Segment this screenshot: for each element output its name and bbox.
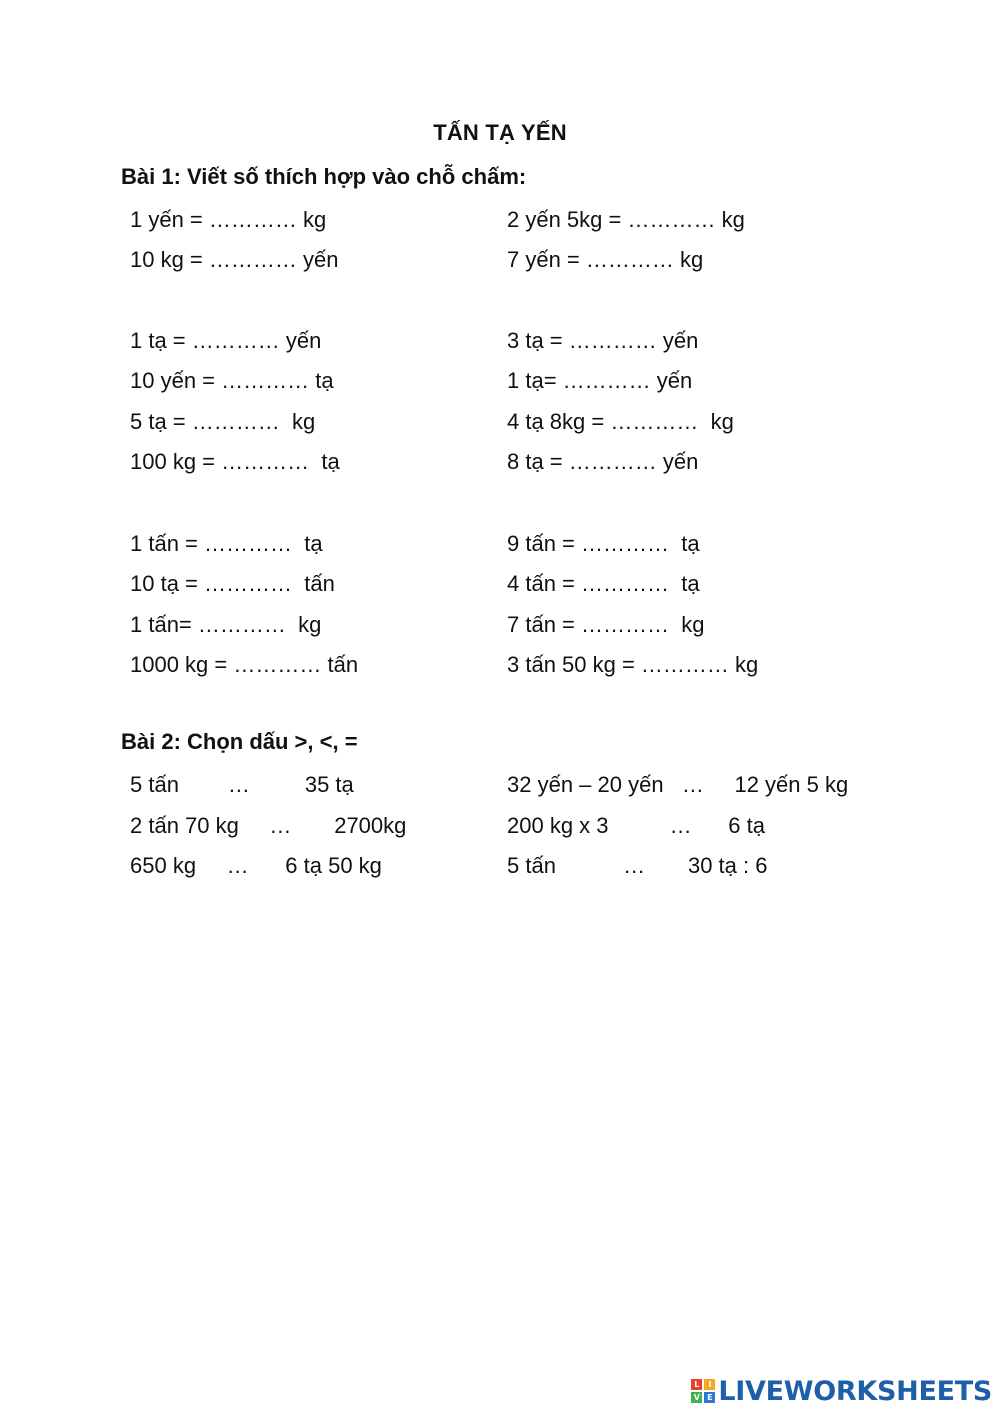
exercise-2-item: 32 yến – 20 yến … 12 yến 5 kg <box>507 772 849 797</box>
exercise-1-item: 8 tạ = ………… yến <box>507 449 699 474</box>
logo-blocks-icon <box>691 1379 715 1403</box>
logo-block-v: V <box>691 1392 702 1403</box>
exercise-1-item: 1000 kg = ………… tấn <box>130 652 359 677</box>
exercise-2-item: 5 tấn … 35 tạ <box>130 772 354 797</box>
exercise-1-item: 1 tấn= ………… kg <box>130 612 322 637</box>
exercise-1-item: 10 tạ = ………… tấn <box>130 571 335 596</box>
exercise-1-item: 4 tấn = ………… tạ <box>507 571 700 596</box>
exercise-1-item: 7 yến = ………… kg <box>507 247 704 272</box>
exercise-1-item: 3 tạ = ………… yến <box>507 328 699 353</box>
logo-block-l: L <box>691 1379 702 1390</box>
exercise-1-heading: Bài 1: Viết số thích hợp vào chỗ chấm: <box>121 164 527 189</box>
worksheet-title: TẤN TẠ YẾN <box>433 120 567 145</box>
exercise-1-item: 1 tấn = ………… tạ <box>130 531 323 556</box>
exercise-1-item: 5 tạ = ………… kg <box>130 409 316 434</box>
logo-block-i: I <box>704 1379 715 1390</box>
exercise-1-item: 4 tạ 8kg = ………… kg <box>507 409 734 434</box>
exercise-2-item: 2 tấn 70 kg … 2700kg <box>130 813 407 838</box>
exercise-1-item: 1 yến = ………… kg <box>130 207 327 232</box>
exercise-1-item: 2 yến 5kg = ………… kg <box>507 207 745 232</box>
exercise-1-item: 3 tấn 50 kg = ………… kg <box>507 652 759 677</box>
exercise-2-item: 650 kg … 6 tạ 50 kg <box>130 853 382 878</box>
exercise-1-item: 10 yến = ………… tạ <box>130 368 334 393</box>
logo-block-e: E <box>704 1392 715 1403</box>
exercise-2-heading: Bài 2: Chọn dấu >, <, = <box>121 729 358 754</box>
exercise-1-item: 1 tạ= ………… yến <box>507 368 693 393</box>
exercise-2-item: 200 kg x 3 … 6 tạ <box>507 813 766 838</box>
liveworksheets-logo[interactable] <box>691 1375 992 1407</box>
logo-text: LIVEWORKSHEETS <box>718 1375 992 1407</box>
exercise-1-item: 10 kg = ………… yến <box>130 247 339 272</box>
exercise-1-item: 100 kg = ………… tạ <box>130 449 340 474</box>
exercise-1-item: 1 tạ = ………… yến <box>130 328 322 353</box>
exercise-1-item: 9 tấn = ………… tạ <box>507 531 700 556</box>
exercise-2-item: 5 tấn … 30 tạ : 6 <box>507 853 768 878</box>
exercise-1-item: 7 tấn = ………… kg <box>507 612 705 637</box>
